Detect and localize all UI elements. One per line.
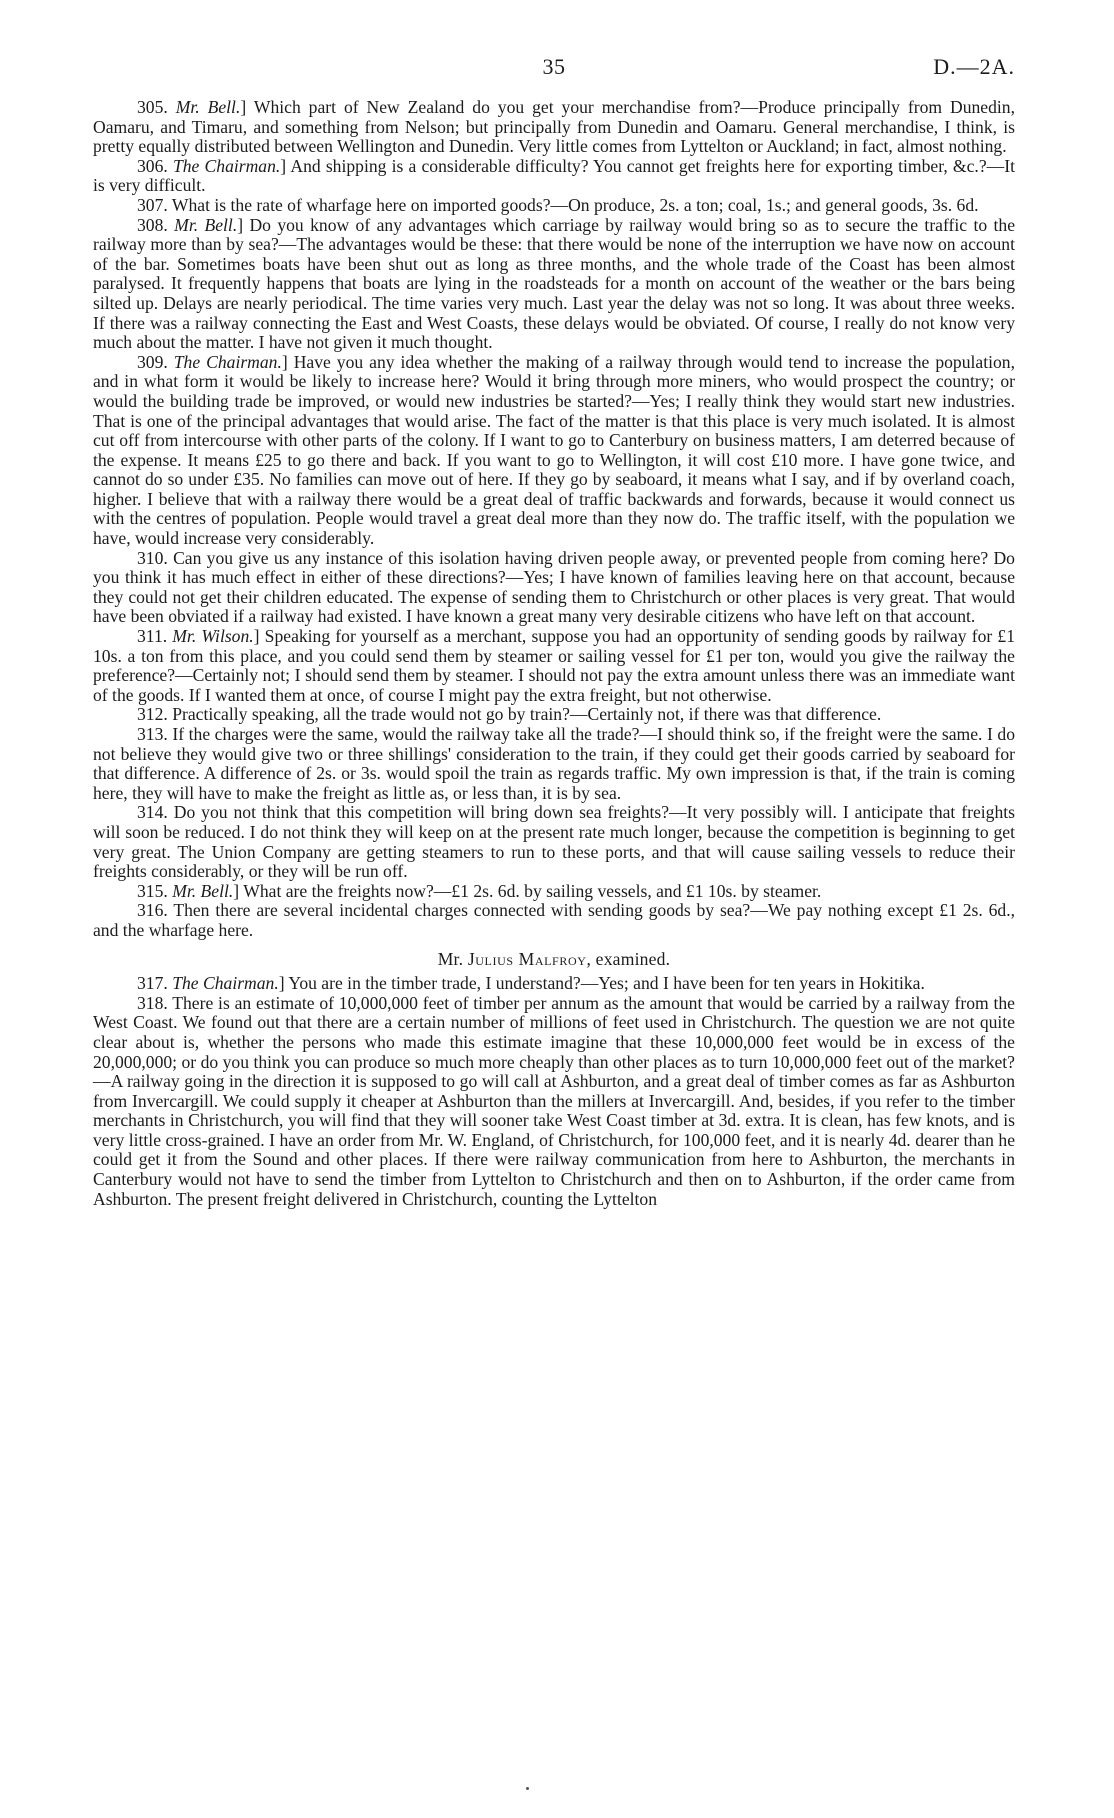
speaker-name: The Chairman. bbox=[172, 973, 279, 994]
speaker-name: Mr. Bell. bbox=[175, 97, 241, 117]
speaker-name: Mr. Wilson. bbox=[172, 626, 254, 647]
question-answer-text: And shipping is a considerable difficulty? You cannot get freights here for exporting timber, &c.?—It is very difficult. bbox=[93, 155, 1015, 196]
question-answer-text: What is the rate of wharfage here on imported goods?—On produce, 2s. a ton; coal, 1s.; and general goods, 3s. 6d. bbox=[171, 194, 979, 215]
speaker-name: Mr. Bell. bbox=[174, 214, 238, 235]
speaker-name: The Chairman. bbox=[173, 351, 282, 372]
question-number: 314. bbox=[137, 802, 168, 823]
question-paragraph bbox=[93, 549, 1015, 627]
question-answer-text: Practically speaking, all the trade would not go by train?—Certainly not, if there was that difference. bbox=[172, 704, 882, 725]
question-answer-text: Have you any idea whether the making of a railway through would tend to increase the population, and in what form it would be likely to increase here? Would it bring through more miners, who would prospect the country; or would the building trade be improved, or would new industries be started?—Yes; I really think they would start new industries. That is one of the principal advantages that would arise. The fact of the matter is that this place is very much isolated. It is almost cut off from intercourse with other parts of the colony. If I want to go to Canterbury on business matters, I am deterred because of the expense. It means £25 to go there and back. If you want to go to Wellington, it will cost £10 more. I have gone twice, and cannot do so under £35. No families can move out of here. If they go by seaboard, it means what I say, and if by overland coach, higher. I believe that with a railway there would be a great deal of traffic backwards and forwards, because it would connect us with the centres of population. People would travel a great deal more than they now do. The traffic itself, with the population we have, would increase very considerably. bbox=[93, 351, 1015, 549]
question-number: 310. bbox=[137, 547, 168, 568]
question-paragraph: 308. Mr. Bell.] Do you know of any advantages which carriage by railway would bring so as to secure the traffic to the railway more than by sea?—The advantages would be these: that there would be none of the interruption we have now on account of the bar. Sometimes boats have been shut out as long as three months, and the whole trade of the Coast has been almost paralysed. It frequently happens that boats are lying in the roadsteads for a month on account of the weather or the bars being silted up. Delays are nearly periodical. The time varies very much. Last year the delay was not so long. It was about three weeks. If there was a railway connecting the East and West Coasts, these delays would be obviated. Of course, I really do not know very much about the matter. I have not given it much thought. bbox=[93, 214, 1015, 353]
question-paragraph bbox=[93, 803, 1015, 881]
witness-name: Julius Malfroy bbox=[467, 948, 587, 969]
question-paragraph: 317. The Chairman.] You are in the timber trade, I understand?—Yes; and I have been for ten years in Hokitika. bbox=[137, 973, 925, 994]
question-answer-text: Do you know of any advantages which carriage by railway would bring so as to secure the traffic to the railway more than by sea?—The advantages would be these: that there would be none of the interruption we have now on account of the bar. Sometimes boats have been shut out as long as three months, and the whole trade of the Coast has been almost paralysed. It frequently happens that boats are lying in the roadsteads for a month on account of the weather or the bars being silted up. Delays are nearly periodical. The time varies very much. Last year the delay was not so long. It was about three weeks. If there was a railway connecting the East and West Coasts, these delays would be obviated. Of course, I really do not know very much about the matter. I have not given it much thought. bbox=[93, 214, 1015, 353]
question-number: 309. bbox=[137, 351, 168, 372]
question-answer-text: What are the freights now?—£1 2s. 6d. by sailing vessels, and £1 10s. by steamer. bbox=[243, 880, 822, 901]
question-number: 317. bbox=[137, 973, 168, 994]
question-number: 318. bbox=[137, 992, 168, 1013]
question-paragraph: 309. The Chairman.] Have you any idea whether the making of a railway through would tend to increase the population, and in what form it would be likely to increase here? Would it bring through more miners, who would prospect the country; or would the building trade be improved, or would new industries be started?—Yes; I really think they would start new industries. That is one of the principal advantages that would arise. The fact of the matter is that this place is very much isolated. It is almost cut off from intercourse with other parts of the colony. If I want to go to Canterbury on business matters, I am deterred because of the expense. It means £25 to go there and back. If you want to go to Wellington, it will cost £10 more. I have gone twice, and cannot do so under £35. No families can move out of here. If they go by seaboard, it means what I say, and if by overland coach, higher. I believe that with a railway there would be a great deal of traffic backwards and forwards, because it would connect us with the centres of population. People would travel a great deal more than they now do. The traffic itself, with the population we have, would increase very considerably. bbox=[93, 351, 1015, 549]
page-header bbox=[93, 54, 1015, 94]
question-number: 315. bbox=[137, 880, 168, 901]
question-number: 305. bbox=[137, 97, 168, 117]
question-answer-text: Then there are several incidental charges connected with sending goods by sea?—We pay nothing except £1 2s. 6d., and the wharfage here. bbox=[93, 900, 1015, 940]
question-answer-text: Do you not think that this competition will bring down sea freights?—It very possibly will. I anticipate that freights will soon be reduced. I do not think they will keep on at the present rate much longer, because the competition is beginning to get very great. The Union Company are getting steamers to run to these ports, and that will cause sailing vessels to reduce their freights considerably, or they will be run off. bbox=[93, 802, 1015, 882]
question-number: 313. bbox=[137, 724, 168, 744]
question-paragraph: 311. Mr. Wilson.] Speaking for yourself as a merchant, suppose you had an opportunity of sending goods by railway for £1 10s. a ton from this place, and you could send them by steamer or sailing vessel for £1 per ton, would you give the railway the preference?—Certainly not; I should send them by steamer. I should not pay the extra amount unless there was an immediate want of the goods. If I wanted them at once, of course I might pay the extra freight, but not otherwise. bbox=[93, 626, 1015, 705]
question-number: 312. bbox=[137, 704, 168, 725]
question-answer-text: There is an estimate of 10,000,000 feet of timber per annum as the amount that would be carried by a railway from the West Coast. We found out that there are a certain number of millions of feet used in Christchurch. The question we are not quite clear about is, whether the persons who made this estimate imagine that these 10,000,000 feet would be in excess of the 20,000,000; or do you think you can produce so much more cheaply than other places as to turn 10,000,000 feet out of the market?—A railway going in the direction it is supposed to go will call at Ashburton, and a great deal of timber comes as far as Ashburton from Invercargill. We could supply it cheaper at Ashburton than the millers at Invercargill. And, besides, if you refer to the timber merchants in Christchurch, you will find that they will sooner take West Coast timber at 3d. extra. It is clean, has few knots, and is very little cross-grained. I have an order from Mr. W. England, of Christchurch, for 100,000 feet, and it is nearly 4d. dearer than he could get it from the Sound and other places. If there were railway communication from here to Ashburton, the merchants in Canterbury would not have to send the timber from Lyttelton to Christchurch and then on to Ashburton, if the order came from Ashburton. The present freight delivered in Christchurch, counting the Lyttelton bbox=[93, 992, 1015, 1209]
question-answer-text: Can you give us any instance of this isolation having driven people away, or prevented people from coming here? Do you think it has much effect in either of these directions?—Yes; I have known of families leaving here on that account, because they could not get their children educated. The expense of sending them to Christchurch or other places is very great. That would have been obviated if a railway had existed. I have known a great many very desirable citizens who have left on that account. bbox=[93, 547, 1015, 627]
question-answer-text: Speaking for yourself as a merchant, suppose you had an opportunity of sending goods by railway for £1 10s. a ton from this place, and you could send them by steamer or sailing vessel for £1 per ton, would you give the railway the preference?—Certainly not; I should send them by steamer. I should not pay the extra amount unless there was an immediate want of the goods. If I wanted them at once, of course I might pay the extra freight, but not otherwise. bbox=[93, 626, 1015, 705]
question-number: 316. bbox=[137, 900, 168, 921]
question-number: 311. bbox=[137, 626, 168, 647]
question-paragraph: 305. Mr. Bell.] Which part of New Zealand do you get your merchandise from?—Produce principally from Dunedin, Oamaru, and Timaru, and something from Nelson; but principally from Dunedin and Oamaru. General merchandise, I think, is pretty equally distributed between Wellington and Dunedin. Very little comes from Lyttelton or Auckland; in fact, almost nothing. bbox=[93, 97, 1015, 157]
evidence-paragraphs bbox=[93, 98, 1015, 941]
question-answer-text: Which part of New Zealand do you get your merchandise from?—Produce principally from Dunedin, Oamaru, and Timaru, and something from Nelson; but principally from Dunedin and Oamaru. General merchandise, I think, is pretty equally distributed between Wellington and Dunedin. Very little comes from Lyttelton or Auckland; in fact, almost nothing. bbox=[93, 97, 1015, 157]
evidence-paragraphs-continued bbox=[93, 974, 1015, 1209]
witness-heading bbox=[93, 950, 1015, 970]
question-paragraph: 315. Mr. Bell.] What are the freights now?—£1 2s. 6d. by sailing vessels, and £1 10s. by steamer. bbox=[137, 880, 822, 901]
question-paragraph bbox=[93, 705, 1015, 725]
question-number: 307. bbox=[137, 194, 168, 215]
question-paragraph: 306. The Chairman.] And shipping is a considerable difficulty? You cannot get freights here for exporting timber, &c.?—It is very difficult. bbox=[93, 155, 1015, 196]
question-paragraph bbox=[93, 994, 1015, 1210]
page-speck-mark bbox=[526, 1787, 529, 1790]
question-number: 308. bbox=[137, 214, 168, 235]
document-page bbox=[93, 54, 1015, 1209]
question-paragraph bbox=[93, 901, 1015, 940]
question-paragraph bbox=[93, 725, 1015, 803]
witness-heading-prefix: Mr. bbox=[437, 948, 464, 969]
witness-heading-suffix: , examined. bbox=[586, 948, 671, 969]
question-answer-text: If the charges were the same, would the railway take all the trade?—I should think so, if the freight were the same. I do not believe they would give two or three shillings' consideration to the train, if they could get their goods carried by seaboard for that difference. A difference of 2s. or 3s. would spoil the train as regards traffic. My own impression is that, if the train is coming here, they will have to make the freight as little as, or less than, it is by sea. bbox=[93, 724, 1015, 803]
document-reference: D.—2A. bbox=[933, 54, 1015, 79]
question-answer-text: You are in the timber trade, I understand?—Yes; and I have been for ten years in Hokitika. bbox=[288, 973, 925, 994]
question-paragraph bbox=[93, 196, 1015, 216]
speaker-name: The Chairman. bbox=[172, 155, 281, 176]
speaker-name: Mr. Bell. bbox=[172, 880, 234, 901]
document-body bbox=[93, 98, 1015, 1209]
page-number: 35 bbox=[542, 54, 566, 79]
question-number: 306. bbox=[137, 155, 168, 176]
